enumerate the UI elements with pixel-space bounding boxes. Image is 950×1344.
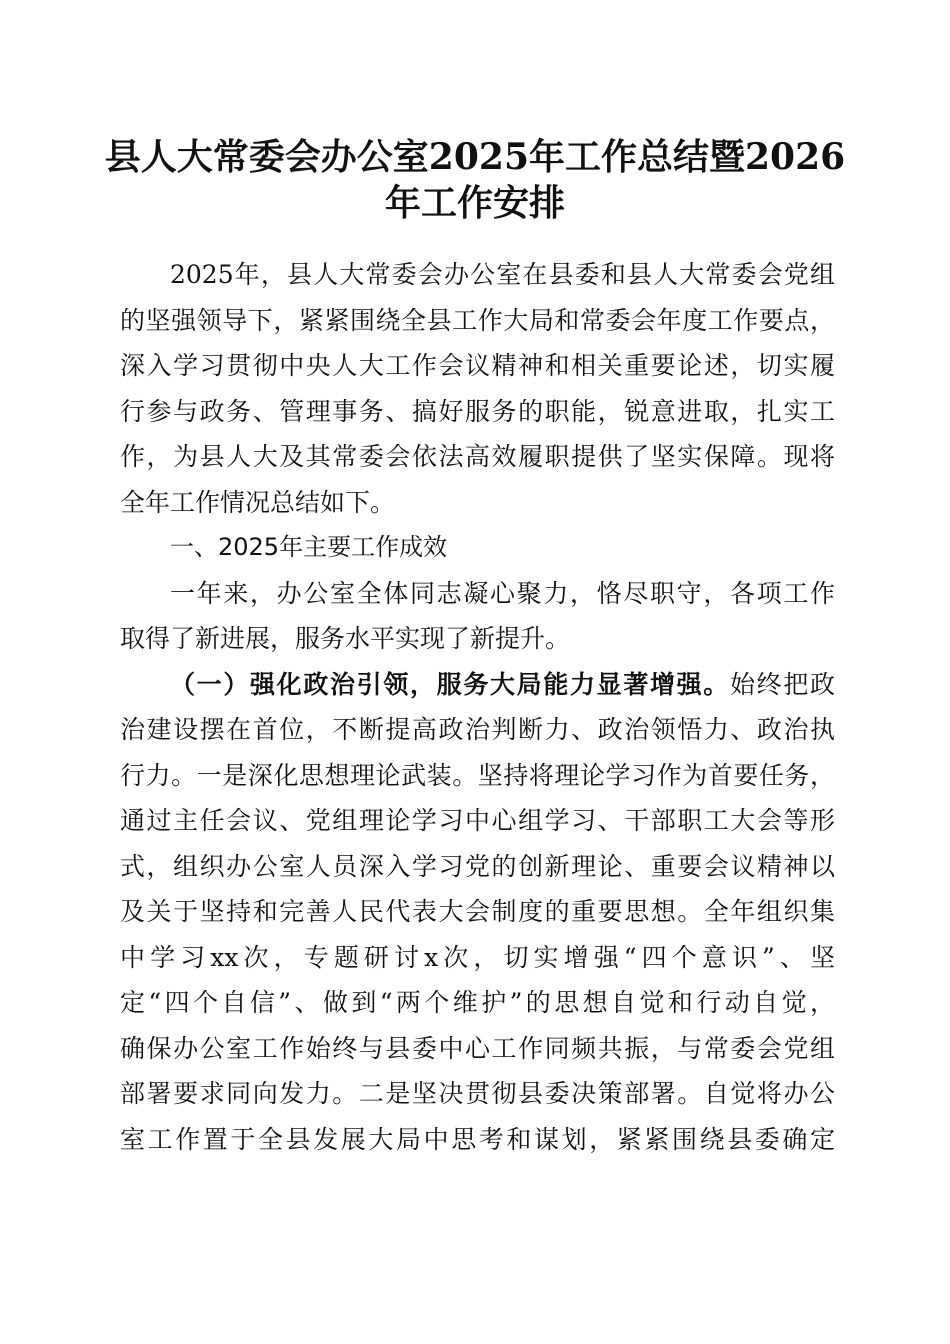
intro-line: 深入学习贯彻中央人大工作会议精神和相关重要论述，切实履 (120, 351, 835, 380)
document-body (120, 252, 835, 1162)
subsection-line: 中学习xx次，专题研讨x次，切实增强“四个意识”、坚 (120, 942, 835, 972)
subsection-line: 定“四个自信”、做到“两个维护”的思想自觉和行动自觉， (120, 988, 835, 1017)
intro-line: 2025年，县人大常委会办公室在县委和县人大常委会党组 (170, 260, 835, 289)
intro-line: 作，为县人大及其常委会依法高效履职提供了坚实保障。现将 (120, 442, 835, 471)
subsection-first-line (120, 662, 835, 708)
document-title (100, 134, 850, 226)
section-intro-line: 一年来，办公室全体同志凝心聚力，恪尽职守，各项工作 (170, 578, 835, 608)
subsection-line: 式，组织办公室人员深入学习党的创新理论、重要会议精神以 (120, 851, 835, 881)
subsection-line: 部署要求同向发力。二是坚决贯彻县委决策部署。自觉将办公 (120, 1079, 835, 1108)
section-heading: 一、2025年主要工作成效 (170, 533, 448, 561)
subsection-line: 室工作置于全县发展大局中思考和谋划，紧紧围绕县委确定 (120, 1124, 835, 1154)
subsection-first-tail: 始终把政 (729, 669, 835, 699)
section-intro-line: 取得了新进展，服务水平实现了新提升。 (120, 624, 571, 653)
intro-line: 的坚强领导下，紧紧围绕全县工作大局和常委会年度工作要点， (120, 305, 835, 335)
subsection-line: 通过主任会议、党组理论学习中心组学习、干部职工大会等形 (120, 806, 835, 835)
intro-line: 全年工作情况总结如下。 (120, 487, 396, 517)
title-line: 县人大常委会办公室2025年工作总结暨2026 (104, 136, 846, 178)
subsection-heading: （一）强化政治引领，服务大局能力显著增强。 (170, 669, 730, 699)
title-line: 年工作安排 (384, 182, 565, 224)
intro-line: 行参与政务、管理事务、搞好服务的职能，锐意进取，扎实工 (120, 396, 835, 426)
subsection-line: 行力。一是深化思想理论武装。坚持将理论学习作为首要任务， (120, 760, 835, 790)
subsection-line: 及关于坚持和完善人民代表大会制度的重要思想。全年组织集 (120, 897, 835, 926)
subsection-line: 确保办公室工作始终与县委中心工作同频共振，与常委会党组 (120, 1033, 835, 1063)
subsection-line: 治建设摆在首位，不断提高政治判断力、政治领悟力、政治执 (120, 715, 835, 744)
